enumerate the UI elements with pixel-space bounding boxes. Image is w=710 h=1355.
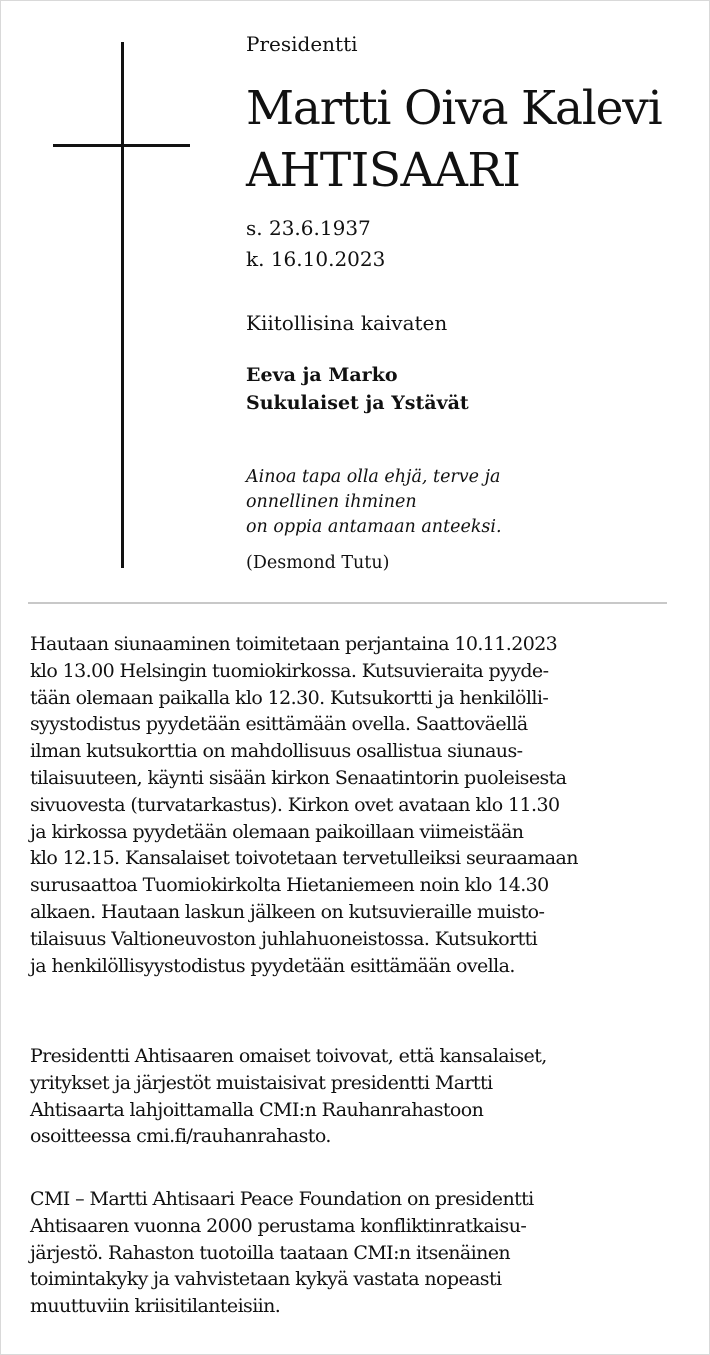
paragraph-line: Ahtisaarta lahjoittamalla CMI:n Rauhanrahastoon <box>30 1098 484 1121</box>
paragraph-line: klo 12.15. Kansalaiset toivotetaan tervetulleiksi seuraamaan <box>30 847 578 870</box>
paragraph-line: alkaen. Hautaan laskun jälkeen on kutsuvieraille muisto- <box>30 900 545 923</box>
paragraph-line: osoitteessa cmi.fi/rauhanrahasto. <box>30 1125 331 1148</box>
paragraph-line: Ahtisaaren vuonna 2000 perustama konfliktinratkaisu- <box>30 1214 527 1237</box>
donation-paragraph <box>30 1043 690 1150</box>
funeral-paragraph <box>30 631 690 979</box>
death-date: k. 16.10.2023 <box>246 247 386 271</box>
paragraph-line: yritykset ja järjestöt muistaisivat presidentti Martti <box>30 1071 493 1094</box>
mourner-line: Eeva ja Marko <box>246 364 398 386</box>
paragraph-line: toimintakyky ja vahvistetaan kykyä vastata nopeasti <box>30 1268 502 1291</box>
paragraph-line: Hautaan siunaaminen toimitetaan perjantaina 10.11.2023 <box>30 633 558 655</box>
cross-horizontal-bar <box>53 144 190 147</box>
paragraph-line: ja kirkossa pyydetään olemaan paikoillaan viimeistään <box>30 820 524 843</box>
mourner-line: Sukulaiset ja Ystävät <box>246 392 469 414</box>
given-names: Martti Oiva Kalevi <box>246 81 662 136</box>
paragraph-line: Presidentti Ahtisaaren omaiset toivovat, että kansalaiset, <box>30 1045 547 1067</box>
paragraph-line: järjestö. Rahaston tuotoilla taataan CMI:n itsenäinen <box>30 1241 511 1264</box>
cross-vertical-bar <box>121 42 124 568</box>
quote-author: (Desmond Tutu) <box>246 553 390 573</box>
paragraph-line: tilaisuuteen, käynti sisään kirkon Senaatintorin puoleisesta <box>30 766 567 789</box>
quote-line: Ainoa tapa olla ehjä, terve ja <box>246 467 501 487</box>
paragraph-line: CMI – Martti Ahtisaari Peace Foundation on presidentti <box>30 1188 534 1210</box>
honorific-title: Presidentti <box>246 32 358 56</box>
paragraph-line: tilaisuus Valtioneuvoston juhlahuoneistossa. Kutsukortti <box>30 927 538 950</box>
paragraph-line: sivuovesta (turvatarkastus). Kirkon ovet avataan klo 11.30 <box>30 793 560 816</box>
paragraph-line: klo 13.00 Helsingin tuomiokirkossa. Kutsuvieraita pyyde- <box>30 659 549 682</box>
quote-line: onnellinen ihminen <box>246 492 417 512</box>
cmi-paragraph <box>30 1186 690 1320</box>
mourning-intro: Kiitollisina kaivaten <box>246 311 448 335</box>
paragraph-line: tään olemaan paikalla klo 12.30. Kutsukortti ja henkilölli- <box>30 686 549 709</box>
paragraph-line: surusaattoa Tuomiokirkolta Hietaniemeen noin klo 14.30 <box>30 874 549 897</box>
paragraph-line: ja henkilöllisyystodistus pyydetään esittämään ovella. <box>30 954 515 977</box>
paragraph-line: syystodistus pyydetään esittämään ovella. Saattoväellä <box>30 713 528 736</box>
section-divider <box>28 602 667 604</box>
surname: AHTISAARI <box>246 143 521 198</box>
birth-date: s. 23.6.1937 <box>246 216 371 240</box>
paragraph-line: ilman kutsukorttia on mahdollisuus osallistua siunaus- <box>30 740 523 763</box>
paragraph-line: muuttuviin kriisitilanteisiin. <box>30 1295 281 1318</box>
quote-line: on oppia antamaan anteeksi. <box>246 517 502 537</box>
